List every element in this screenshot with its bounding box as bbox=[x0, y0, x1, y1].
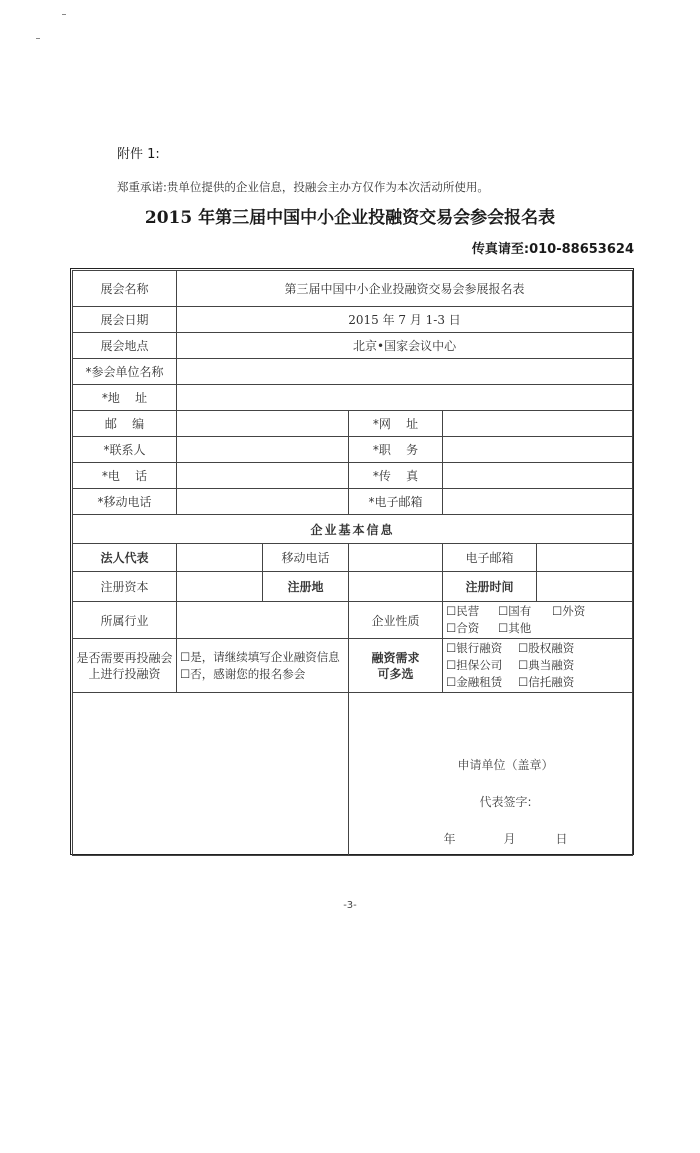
financing-option-trust[interactable]: ☐信托融资 bbox=[518, 675, 575, 689]
exhibition-date-value: 2015 年 7 月 1-3 日 bbox=[177, 307, 633, 333]
exhibition-name-label: 展会名称 bbox=[73, 271, 177, 307]
position-label: *职 务 bbox=[349, 437, 443, 463]
fax-field-label: *传 真 bbox=[349, 463, 443, 489]
scan-mark bbox=[36, 38, 40, 39]
phone-field[interactable] bbox=[177, 463, 349, 489]
date-day: 日 bbox=[555, 832, 568, 846]
contact-label: *联系人 bbox=[73, 437, 177, 463]
email-field[interactable] bbox=[443, 489, 633, 515]
financing-choice bbox=[177, 639, 349, 693]
date-year: 年 bbox=[443, 832, 456, 846]
table-row bbox=[73, 693, 633, 856]
exhibition-venue-label: 展会地点 bbox=[73, 333, 177, 359]
date-line bbox=[352, 830, 629, 847]
page-number: -3- bbox=[343, 900, 357, 911]
table-row bbox=[73, 544, 633, 572]
attachment-label: 附件 1: bbox=[117, 147, 160, 162]
table-row bbox=[73, 639, 633, 693]
financing-option-equity[interactable]: ☐股权融资 bbox=[518, 641, 575, 655]
fax-label: 传真请至: bbox=[471, 242, 530, 257]
address-label: *地 址 bbox=[73, 385, 177, 411]
mobile-phone-label: 移动电话 bbox=[263, 544, 349, 572]
contact-field[interactable] bbox=[177, 437, 349, 463]
financing-yes-option[interactable]: ☐是，请继续填写企业融资信息 bbox=[180, 649, 340, 664]
table-row bbox=[73, 307, 633, 333]
table-row bbox=[73, 359, 633, 385]
financing-option-pawn[interactable]: ☐典当融资 bbox=[518, 658, 575, 672]
nature-option-other[interactable]: ☐其他 bbox=[498, 621, 532, 635]
nature-option-private[interactable]: ☐民营 bbox=[446, 604, 480, 618]
table-row bbox=[73, 411, 633, 437]
registration-form bbox=[72, 270, 633, 856]
financing-options bbox=[443, 639, 633, 693]
exhibition-name-value: 第三届中国中小企业投融资交易会参展报名表 bbox=[177, 271, 633, 307]
applicant-unit-label: 申请单位（盖章） bbox=[457, 758, 554, 772]
legal-rep-label: 法人代表 bbox=[73, 544, 177, 572]
reg-time-field[interactable] bbox=[537, 572, 633, 602]
website-label: *网 址 bbox=[349, 411, 443, 437]
email2-field[interactable] bbox=[537, 544, 633, 572]
notice-text: 郑重承诺:贵单位提供的企业信息，投融会主办方仅作为本次活动所使用。 bbox=[117, 180, 489, 194]
table-row bbox=[73, 437, 633, 463]
financing-option-guarantee[interactable]: ☐担保公司 bbox=[446, 658, 503, 672]
table-row bbox=[73, 385, 633, 411]
address-field[interactable] bbox=[177, 385, 633, 411]
table-row bbox=[73, 572, 633, 602]
website-field[interactable] bbox=[443, 411, 633, 437]
reg-place-field[interactable] bbox=[349, 572, 443, 602]
postcode-field[interactable] bbox=[177, 411, 349, 437]
table-row bbox=[73, 333, 633, 359]
reg-time-label: 注册时间 bbox=[443, 572, 537, 602]
company-name-field[interactable] bbox=[177, 359, 633, 385]
reg-place-label: 注册地 bbox=[263, 572, 349, 602]
signature-area bbox=[349, 693, 633, 856]
industry-field[interactable] bbox=[177, 602, 349, 639]
nature-label: 企业性质 bbox=[349, 602, 443, 639]
fax-field[interactable] bbox=[443, 463, 633, 489]
reg-capital-field[interactable] bbox=[177, 572, 263, 602]
exhibition-date-label: 展会日期 bbox=[73, 307, 177, 333]
table-row bbox=[73, 489, 633, 515]
financing-option-leasing[interactable]: ☐金融租赁 bbox=[446, 675, 503, 689]
table-row bbox=[73, 271, 633, 307]
table-row bbox=[73, 463, 633, 489]
financing-option-bank[interactable]: ☐银行融资 bbox=[446, 641, 503, 655]
fax-number: 010-88653624 bbox=[529, 242, 634, 257]
nature-option-foreign[interactable]: ☐外资 bbox=[552, 604, 586, 618]
mobile-label: *移动电话 bbox=[73, 489, 177, 515]
date-month: 月 bbox=[503, 832, 516, 846]
nature-option-state[interactable]: ☐国有 bbox=[498, 604, 532, 618]
financing-question: 是否需要再投融会上进行投融资 bbox=[73, 639, 177, 693]
table-row bbox=[73, 515, 633, 544]
position-field[interactable] bbox=[443, 437, 633, 463]
nature-option-joint[interactable]: ☐合资 bbox=[446, 621, 480, 635]
notes-area[interactable] bbox=[73, 693, 349, 856]
phone-label: *电 话 bbox=[73, 463, 177, 489]
representative-signature-label: 代表签字: bbox=[479, 795, 532, 809]
document-title: 2015 年第三届中国中小企业投融资交易会参会报名表 bbox=[144, 208, 556, 228]
financing-need-label: 融资需求可多选 bbox=[349, 639, 443, 693]
email2-label: 电子邮箱 bbox=[443, 544, 537, 572]
scan-mark bbox=[62, 14, 66, 15]
postcode-label: 邮 编 bbox=[73, 411, 177, 437]
industry-label: 所属行业 bbox=[73, 602, 177, 639]
mobile-field[interactable] bbox=[177, 489, 349, 515]
nature-options bbox=[443, 602, 633, 639]
fax-info bbox=[472, 238, 634, 257]
company-info-header: 企业基本信息 bbox=[73, 515, 633, 544]
financing-no-option[interactable]: ☐否，感谢您的报名参会 bbox=[180, 666, 306, 681]
email-label: *电子邮箱 bbox=[349, 489, 443, 515]
legal-rep-field[interactable] bbox=[177, 544, 263, 572]
table-row bbox=[73, 602, 633, 639]
reg-capital-label: 注册资本 bbox=[73, 572, 177, 602]
exhibition-venue-value: 北京•国家会议中心 bbox=[177, 333, 633, 359]
company-name-label: *参会单位名称 bbox=[73, 359, 177, 385]
mobile-phone-field[interactable] bbox=[349, 544, 443, 572]
